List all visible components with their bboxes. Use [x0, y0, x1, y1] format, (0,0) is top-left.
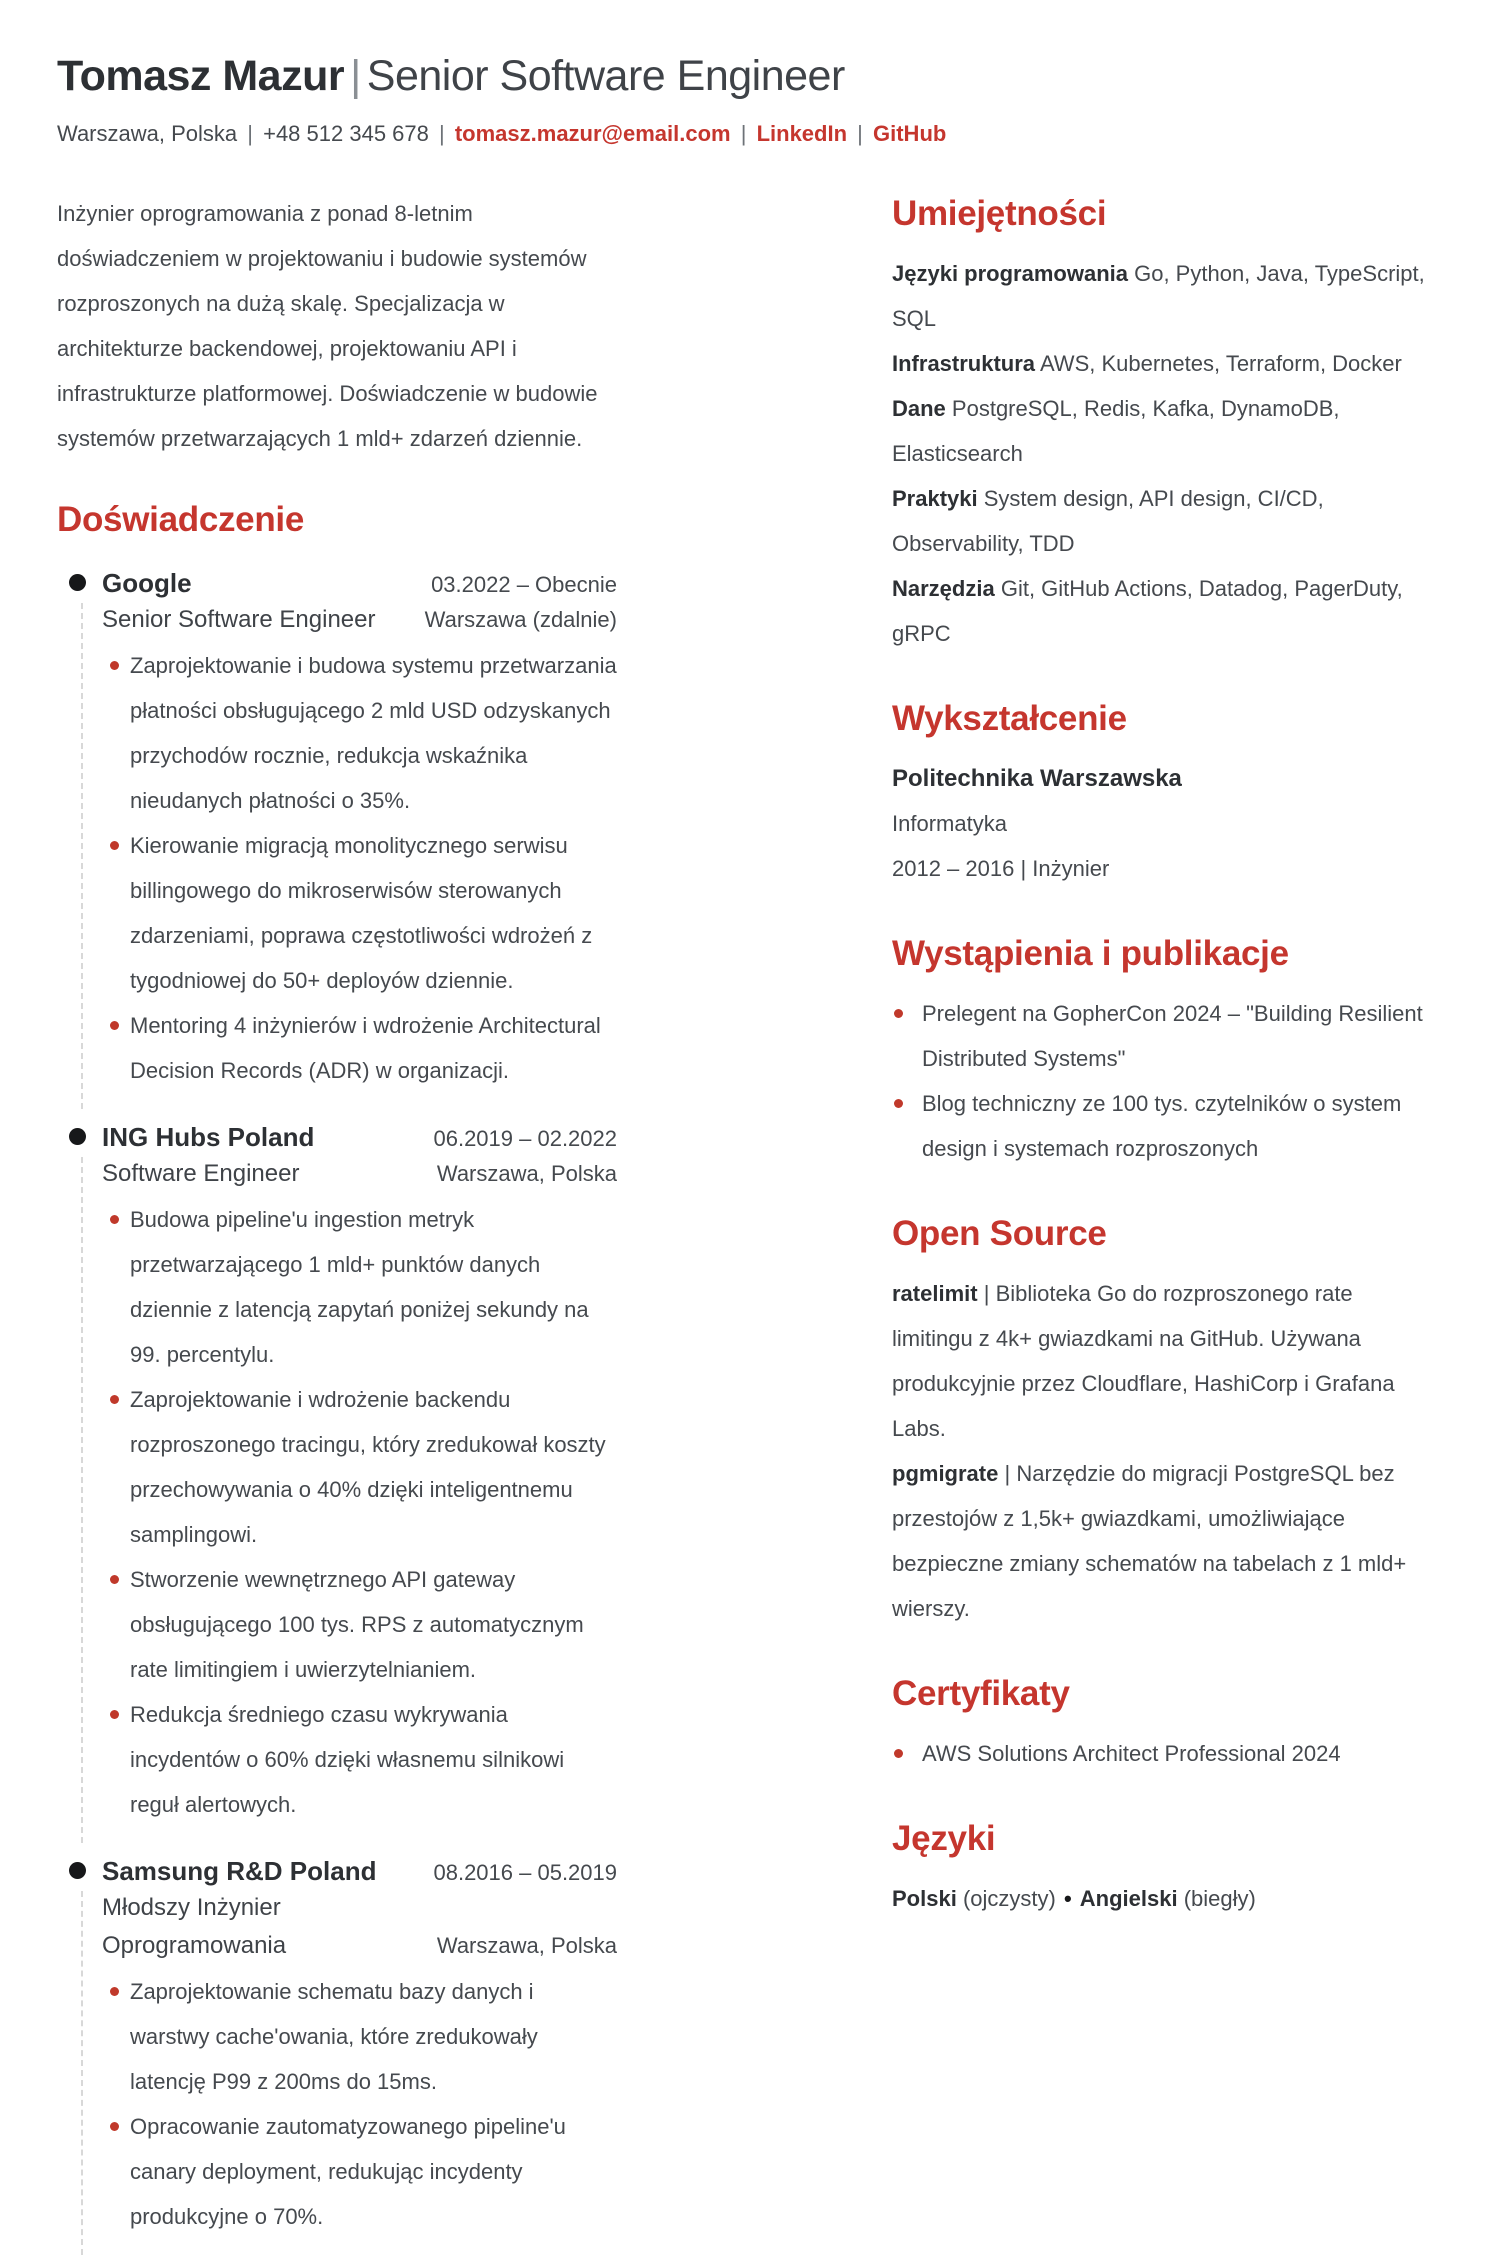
person-job-title: Senior Software Engineer: [366, 52, 845, 100]
company-name: Samsung R&D Poland: [102, 1856, 377, 1887]
page-title: [57, 52, 1430, 101]
skill-label: Praktyki: [892, 486, 978, 512]
project-separator: |: [983, 1281, 990, 1307]
talk-bullet: Blog techniczny ze 100 tys. czytelników o system design i systemach rozproszonych: [892, 1081, 1430, 1171]
skill-value: PostgreSQL, Redis, Kafka, DynamoDB, Elasticsearch: [892, 396, 1340, 467]
job-location: Warszawa, Polska: [436, 1933, 617, 1959]
language-name: Angielski: [1079, 1886, 1178, 1912]
job-role: Senior Software Engineer: [102, 606, 376, 634]
language-level: (biegły): [1183, 1886, 1256, 1912]
job-subheader: [102, 1889, 617, 1965]
job-bullet: Budowa pipeline'u ingestion metryk przetwarzającego 1 mld+ punktów danych dziennie z latencją zapytań poniżej sekundy na 99. percentylu.: [102, 1197, 617, 1377]
job-dates: 08.2016 – 05.2019: [433, 1860, 617, 1886]
skill-value: Go, Python, Java, TypeScript, SQL: [892, 261, 1425, 332]
school-name: Politechnika Warszawska: [892, 765, 1182, 793]
skill-label: Dane: [892, 396, 946, 422]
left-column: [57, 191, 617, 2265]
language-level: (ojczysty): [962, 1886, 1056, 1912]
summary-paragraph: Inżynier oprogramowania z ponad 8-letnim doświadczeniem w projektowaniu i budowie systemów rozproszonych na dużą skalę. Specjalizacja w architekturze backendowej, projektowaniu API i infrastrukturze platformowej. Doświadczenie w budowie systemów przetwarzających 1 mld+ zdarzeń dziennie.: [57, 201, 598, 452]
project-description: Biblioteka Go do rozproszonego rate limitingu z 4k+ gwiazdkami na GitHub. Używana produkcyjnie przez Cloudflare, HashiCorp i Grafana Labs.: [892, 1281, 1395, 1442]
timeline-dot-icon: [69, 1862, 86, 1879]
skill-label: Narzędzia: [892, 576, 995, 602]
job-bullet-list: [102, 1197, 617, 1827]
job-bullet: Kierowanie migracją monolitycznego serwisu billingowego do mikroserwisów sterowanych zdarzeniami, poprawa częstotliwości wdrożeń z tygodniowej do 50+ deployów dziennie.: [102, 823, 617, 1003]
talks-list: [892, 991, 1430, 1171]
section-heading-open-source: Open Source: [892, 1214, 1107, 1254]
section-heading-skills: Umiejętności: [892, 194, 1107, 234]
experience-entry-samsung: [57, 1853, 617, 2239]
education-dates: 2012 – 2016 | Inżynier: [892, 856, 1110, 882]
language-name: Polski: [892, 1886, 957, 1912]
section-heading-languages: Języki: [892, 1819, 996, 1859]
github-link[interactable]: GitHub: [873, 121, 947, 147]
contact-separator: |: [857, 121, 863, 147]
skill-value: AWS, Kubernetes, Terraform, Docker: [1039, 351, 1402, 377]
project-name: pgmigrate: [892, 1461, 999, 1487]
open-source-project: [892, 1451, 1430, 1631]
right-column: [892, 191, 1430, 2265]
certifications-list: [892, 1731, 1430, 1776]
talk-bullet: Prelegent na GopherCon 2024 – "Building Resilient Distributed Systems": [892, 991, 1430, 1081]
open-source-list: [892, 1271, 1430, 1631]
project-description: Narzędzie do migracji PostgreSQL bez przestojów z 1,5k+ gwiazdkami, umożliwiające bezpieczne zmiany schematów na tabelach z 1 mld+ wierszy.: [892, 1461, 1407, 1622]
job-bullet: Zaprojektowanie i budowa systemu przetwarzania płatności obsługującego 2 mld USD odzyskanych przychodów rocznie, redukcja wskaźnika nieudanych płatności o 35%.: [102, 643, 617, 823]
linkedin-link[interactable]: LinkedIn: [756, 121, 848, 147]
job-bullet-list: [102, 1969, 617, 2239]
company-name: Google: [102, 568, 192, 599]
content-columns: [57, 191, 1430, 2265]
job-location: Warszawa (zdalnie): [424, 607, 617, 633]
skill-label: Języki programowania: [892, 261, 1128, 287]
open-source-project: [892, 1271, 1430, 1451]
job-role: Młodszy Inżynier Oprogramowania: [102, 1894, 287, 1960]
experience-entry-ing: [57, 1119, 617, 1827]
job-bullet: Mentoring 4 inżynierów i wdrożenie Architectural Decision Records (ADR) w organizacji.: [102, 1003, 617, 1093]
job-location: Warszawa, Polska: [436, 1161, 617, 1187]
contact-location: Warszawa, Polska: [57, 121, 238, 147]
timeline-line: [81, 1891, 83, 2255]
person-name: Tomasz Mazur: [57, 52, 345, 100]
skill-label: Infrastruktura: [892, 351, 1036, 377]
skill-row: [892, 476, 1430, 566]
timeline-dot-icon: [69, 574, 86, 591]
skill-value: System design, API design, CI/CD, Observability, TDD: [892, 486, 1324, 557]
company-name: ING Hubs Poland: [102, 1122, 315, 1153]
job-header: [102, 565, 617, 601]
skills-list: [892, 251, 1430, 656]
job-dates: 03.2022 – Obecnie: [431, 572, 617, 598]
contact-separator: |: [439, 121, 445, 147]
job-role: Software Engineer: [102, 1160, 300, 1188]
field-of-study: Informatyka: [892, 811, 1007, 837]
languages-separator: •: [1063, 1886, 1072, 1912]
skill-row: [892, 566, 1430, 656]
title-separator: |: [350, 52, 361, 100]
skill-row: [892, 386, 1430, 476]
skill-row: [892, 251, 1430, 341]
project-separator: |: [1004, 1461, 1011, 1487]
masthead: [57, 52, 1430, 147]
timeline-line: [81, 603, 83, 1109]
languages-line: [892, 1876, 1430, 1921]
job-header: [102, 1853, 617, 1889]
section-heading-certifications: Certyfikaty: [892, 1674, 1070, 1714]
contact-separator: |: [740, 121, 747, 147]
contact-line: [57, 121, 1430, 147]
job-dates: 06.2019 – 02.2022: [433, 1126, 617, 1152]
email-link[interactable]: tomasz.mazur@email.com: [454, 121, 731, 147]
job-header: [102, 1119, 617, 1155]
job-bullet: Zaprojektowanie schematu bazy danych i warstwy cache'owania, które zredukowały latencję P99 z 200ms do 15ms.: [102, 1969, 617, 2104]
contact-phone: +48 512 345 678: [263, 121, 429, 147]
job-bullet: Stworzenie wewnętrznego API gateway obsługującego 100 tys. RPS z automatycznym rate limitingiem i uwierzytelnianiem.: [102, 1557, 617, 1692]
job-subheader: [102, 601, 617, 639]
skill-value: Git, GitHub Actions, Datadog, PagerDuty, gRPC: [892, 576, 1403, 647]
job-subheader: [102, 1155, 617, 1193]
job-bullet: Opracowanie zautomatyzowanego pipeline'u canary deployment, redukując incydenty produkcyjne o 70%.: [102, 2104, 617, 2239]
section-heading-talks: Wystąpienia i publikacje: [892, 934, 1289, 974]
job-bullet: Redukcja średniego czasu wykrywania incydentów o 60% dzięki własnemu silnikowi reguł alertowych.: [102, 1692, 617, 1827]
section-heading-education: Wykształcenie: [892, 699, 1127, 739]
certification-bullet: AWS Solutions Architect Professional 2024: [892, 1731, 1430, 1776]
job-bullet-list: [102, 643, 617, 1093]
education-entry: [892, 756, 1430, 891]
section-heading-experience: Doświadczenie: [57, 500, 305, 540]
timeline-dot-icon: [69, 1128, 86, 1145]
job-bullet: Zaprojektowanie i wdrożenie backendu rozproszonego tracingu, który zredukował koszty przechowywania o 40% dzięki inteligentnemu samplingowi.: [102, 1377, 617, 1557]
timeline-line: [81, 1157, 83, 1843]
experience-entry-google: [57, 565, 617, 1093]
project-name: ratelimit: [892, 1281, 978, 1307]
skill-row: [892, 341, 1430, 386]
contact-separator: |: [247, 121, 253, 147]
